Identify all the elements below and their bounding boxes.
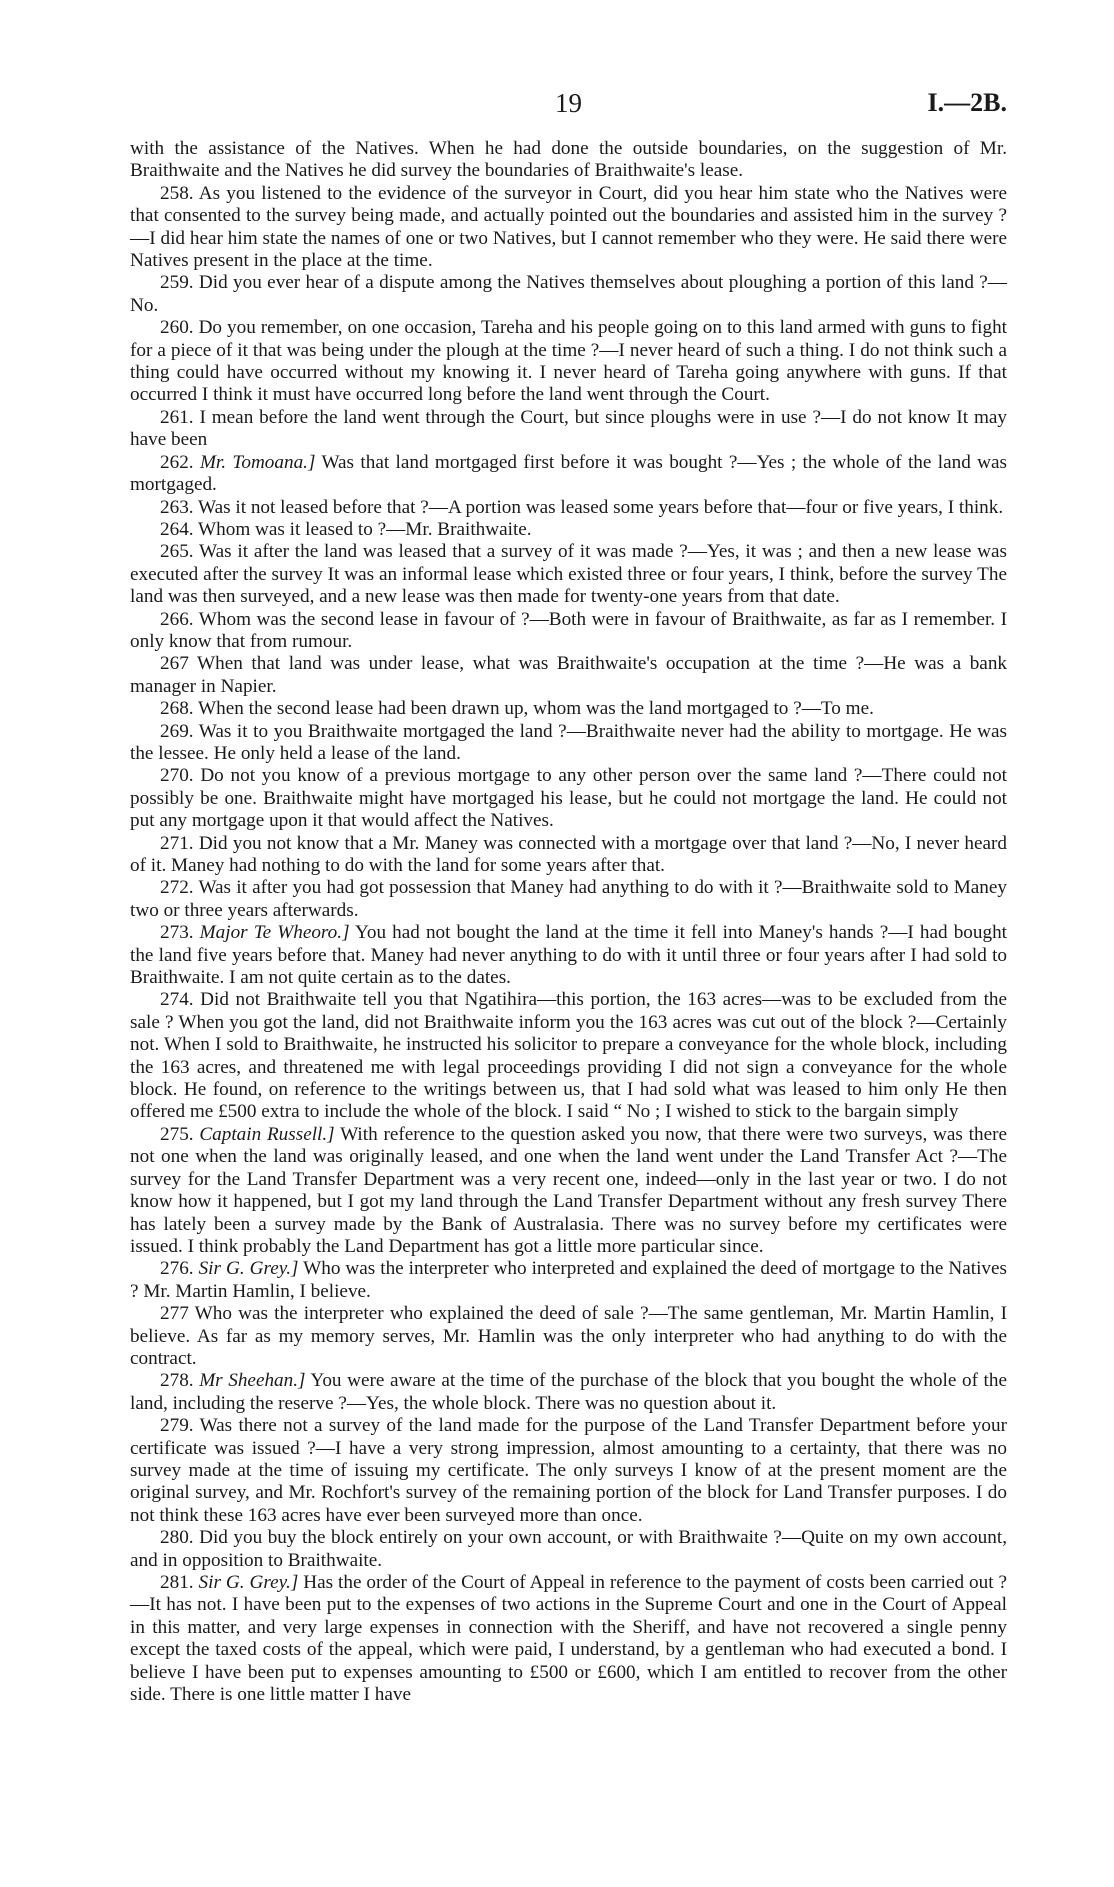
question-number: 274.: [160, 989, 194, 1011]
question-number: 272.: [160, 877, 194, 899]
question-number: 267: [160, 653, 189, 675]
paragraph: [130, 1370, 1007, 1415]
page-number: 19: [555, 88, 582, 118]
paragraph-text: Was it after the land was leased that a survey of it was made ?—Yes, it was ; and then a new lease was executed after the survey It was an informal lease which existed three or four years, I think, before the survey The land was then surveyed, and a new lease was then made for twenty-one years from that date.: [130, 541, 1007, 608]
paragraph-text: When the second lease had been drawn up, whom was the land mortgaged to ?—To me.: [198, 698, 874, 720]
question-number: 279.: [160, 1415, 194, 1437]
speaker-name: Sir G. Grey.]: [198, 1258, 299, 1280]
page-header: [130, 88, 1007, 138]
paragraph-text: Do not you know of a previous mortgage to any other person over the same land ?—There could not possibly be one. Braithwaite might have mortgaged his lease, but he could not mortgage the land. He could not put any mortgage upon it that would affect the Natives.: [130, 765, 1007, 832]
question-number: 264.: [160, 518, 194, 540]
paragraph: [130, 407, 1007, 452]
speaker-name: Major Te Wheoro.]: [199, 922, 350, 944]
paragraph-text: When that land was under lease, what was Braithwaite's occupation at the time ?—He was a bank manager in Napier.: [130, 653, 1008, 697]
paragraph-text: You had not bought the land at the time it fell into Maney's hands ?—I had bought the land five years before that. Maney had never anything to do with it until three or four years after I had sold to Braithwaite. I am not quite certain as to the dates.: [130, 922, 1008, 989]
paragraph-text: Whom was it leased to ?—Mr. Braithwaite.: [198, 518, 532, 540]
question-number: 263.: [160, 496, 194, 518]
paragraph: [130, 497, 1007, 519]
paragraph-text: Who was the interpreter who interpreted and explained the deed of mortgage to the Natives ? Mr. Martin Hamlin, I believe.: [130, 1258, 1008, 1302]
paragraph: [130, 452, 1007, 497]
speaker-name: Sir G. Grey.]: [198, 1572, 299, 1593]
paragraph: [130, 272, 1007, 317]
paragraph: [130, 877, 1007, 922]
document-body: [130, 138, 1007, 1706]
question-number: 273.: [160, 922, 194, 944]
paragraph-text: Whom was the second lease in favour of ?—Both were in favour of Braithwaite, as far as I remember. I only know that from rumour.: [130, 608, 1007, 652]
paragraph-text: As you listened to the evidence of the surveyor in Court, did you hear him state who the Natives were that consented to the survey being made, and actually pointed out the boundaries and assisted him in the survey ?—I did hear him state the names of one or two Natives, but I cannot remember who they were. He said there were Natives present in the place at the time.: [130, 182, 1007, 272]
paragraph-text: Was it after you had got possession that Maney had anything to do with it ?—Braithwaite sold to Maney two or three years afterwards.: [130, 877, 1007, 921]
question-number: 281.: [160, 1572, 194, 1593]
question-number: 276.: [160, 1258, 194, 1280]
paragraph: [130, 653, 1007, 698]
question-number: 278.: [160, 1370, 194, 1392]
paragraph: [130, 698, 1007, 720]
paragraph-text: with the assistance of the Natives. When he had done the outside boundaries, on the suggestion of Mr. Braithwaite and the Natives he did survey the boundaries of Braithwaite's lease.: [130, 138, 1007, 182]
paragraph-text: Who was the interpreter who explained the deed of sale ?—The same gentleman, Mr. Martin Hamlin, I believe. As far as my memory serves, Mr. Hamlin was the only interpreter who had anything to do with the contract.: [130, 1303, 1007, 1369]
paragraph: [130, 1124, 1007, 1258]
question-number: 275.: [160, 1123, 194, 1145]
question-number: 258.: [160, 182, 194, 204]
question-number: 271.: [160, 832, 194, 854]
paragraph-text: Was it to you Braithwaite mortgaged the land ?—Braithwaite never had the ability to mortgage. He was the lessee. He only held a lease of the land.: [130, 720, 1008, 764]
paragraph: [130, 1527, 1007, 1572]
paragraph: [130, 765, 1007, 832]
paragraph-text: Did you buy the block entirely on your own account, or with Braithwaite ?—Quite on my own account, and in opposition to Braithwaite.: [130, 1527, 1008, 1571]
paragraph: [130, 833, 1007, 878]
question-number: 277: [160, 1303, 189, 1325]
question-number: 280.: [160, 1527, 194, 1549]
paragraph: [130, 317, 1007, 407]
question-number: 259.: [160, 272, 194, 294]
paragraph-text: Was there not a survey of the land made for the purpose of the Land Transfer Department before your certificate was issued ?—I have a very strong impression, almost amounting to a certainty, that there was no survey made at the time of issuing my certificate. The only surveys I know of at the present moment are the original survey, and Mr. Rochfort's survey of the remaining portion of the block for Land Transfer purposes. I do not think these 163 acres have ever been surveyed more than once.: [130, 1415, 1007, 1526]
speaker-name: Mr. Tomoana.]: [199, 451, 316, 473]
paragraph-text: Has the order of the Court of Appeal in reference to the payment of costs been carried out ?—It has not. I have been put to the expenses of two actions in the Supreme Court and one in the Court of Appeal in this matter, and very large expenses in connection with the Sheriff, and have not recovered a single penny except the taxed costs of the appeal, which were paid, I understand, by a gentleman who had executed a bond. I believe I have been put to expenses amounting to £500 or £600, which I am entitled to recover from the other side. There is one little matter I have: [130, 1572, 1008, 1706]
paragraph-text: You were aware at the time of the purchase of the block that you bought the whole of the land, including the reserve ?—Yes, the whole block. There was no question about it.: [130, 1370, 1007, 1414]
paragraph-text: Do you remember, on one occasion, Tareha and his people going on to this land armed with guns to fight for a piece of it that was being under the plough at the time ?—I never heard of such a thing. I do not think such a thing could have occurred without my knowing it. I never heard of Tareha going anywhere with guns. If that occurred I think it must have occurred long before the land went through the Court.: [130, 317, 1008, 406]
speaker-name: Mr Sheehan.]: [199, 1370, 306, 1392]
paragraph-text: Was that land mortgaged first before it was bought ?—Yes ; the whole of the land was mortgaged.: [130, 451, 1008, 496]
paragraph-text: I mean before the land went through the Court, but since ploughs were in use ?—I do not know It may have been: [130, 406, 1008, 451]
paragraph-text: Did you not know that a Mr. Maney was connected with a mortgage over that land ?—No, I never heard of it. Maney had nothing to do with the land for some years after that.: [130, 832, 1008, 876]
paragraph: [130, 989, 1007, 1123]
question-number: 260.: [160, 317, 194, 339]
paragraph: [130, 609, 1007, 654]
paragraph: [130, 183, 1007, 273]
paragraph: [130, 1303, 1007, 1370]
paragraph: [130, 541, 1007, 608]
paragraph: [130, 1258, 1007, 1303]
paragraph: [130, 138, 1007, 183]
document-reference: I.—2B.: [927, 88, 1007, 117]
question-number: 265.: [160, 541, 194, 563]
question-number: 268.: [160, 698, 194, 720]
question-number: 261.: [160, 406, 194, 428]
speaker-name: Captain Russell.]: [199, 1123, 335, 1145]
paragraph-text: With reference to the question asked you now, that there were two surveys, was there not one when the land was originally leased, and one when the land went under the Land Transfer Act ?—The survey for the Land Transfer Department was a very recent one, indeed—only in the last year or two. I do not know how it happened, but I got my land through the Land Transfer Department without any fresh survey There has lately been a survey made by the Bank of Australasia. There was no survey before my certificates were issued. I think probably the Land Department has got a little more particular since.: [130, 1123, 1007, 1257]
paragraph: [130, 1572, 1007, 1706]
paragraph-text: Was it not leased before that ?—A portion was leased some years before that—four or five years, I think.: [198, 496, 1004, 518]
paragraph: [130, 922, 1007, 989]
paragraph-text: Did not Braithwaite tell you that Ngatihira—this portion, the 163 acres—was to be excluded from the sale ? When you got the land, did not Braithwaite inform you the 163 acres was cut out of the block ?—Certainly not. When I sold to Braithwaite, he instructed his solicitor to prepare a conveyance for the whole block, including the 163 acres, and threatened me with legal proceedings providing I did not sign a conveyance for the whole block. He found, on reference to the writings between us, that I had sold what was leased to him only He then offered me £500 extra to include the whole of the block. I said “ No ; I wished to stick to the bargain simply: [130, 989, 1008, 1123]
paragraph-text: Did you ever hear of a dispute among the Natives themselves about ploughing a portion of this land ?—No.: [130, 272, 1007, 316]
question-number: 262.: [160, 451, 194, 473]
question-number: 269.: [160, 720, 194, 742]
question-number: 270.: [160, 765, 194, 787]
paragraph: [130, 519, 1007, 541]
paragraph: [130, 1415, 1007, 1527]
question-number: 266.: [160, 608, 194, 630]
paragraph: [130, 721, 1007, 766]
